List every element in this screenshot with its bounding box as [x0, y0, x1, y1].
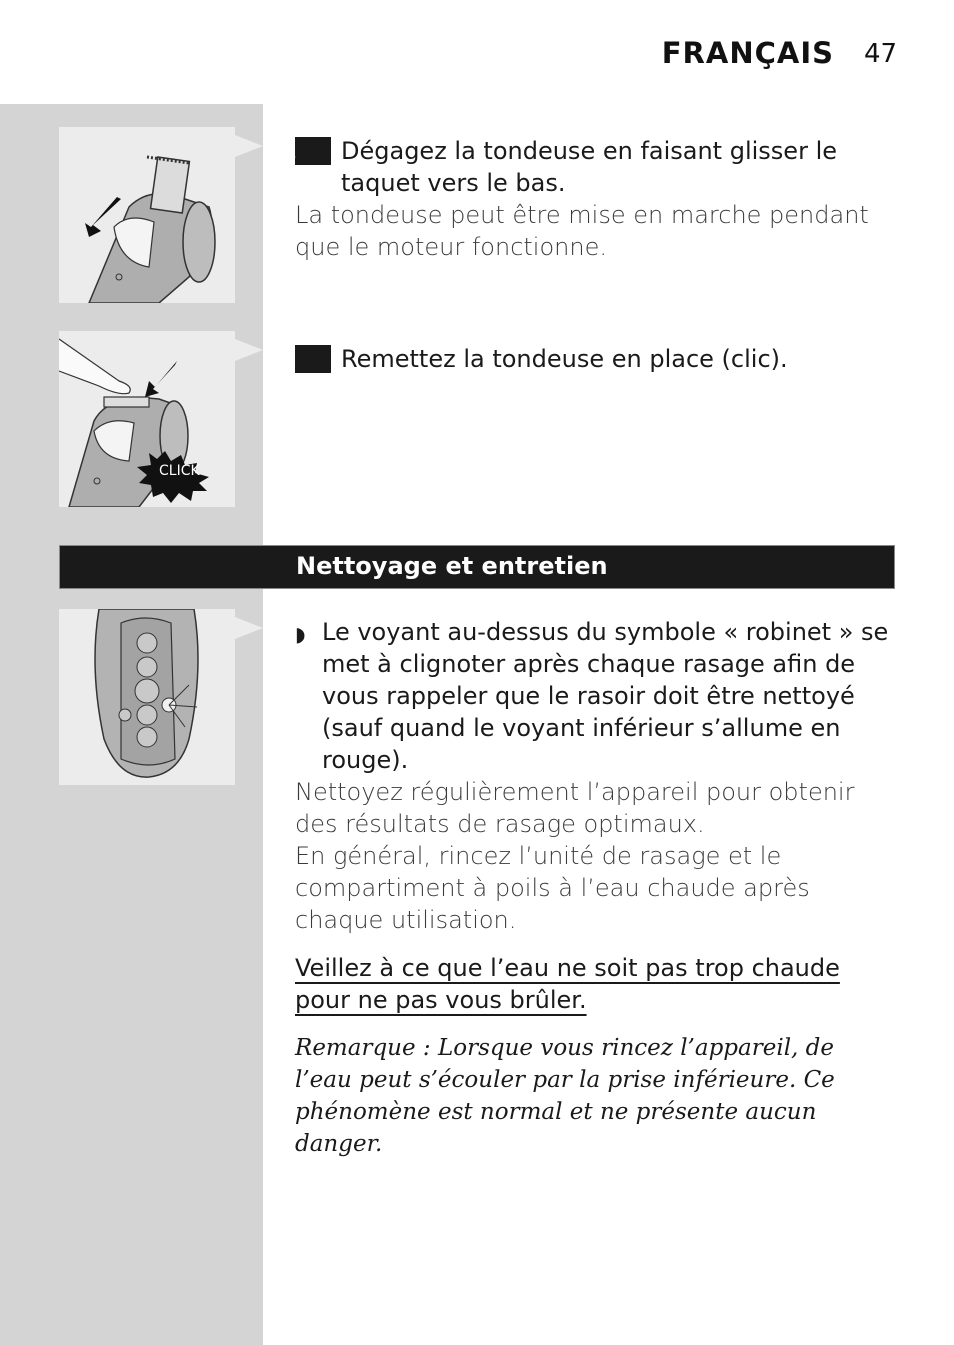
step-detail: La tondeuse peut être mise en marche pendant que le moteur fonctionne. — [295, 201, 869, 261]
trimmer-release-illustration — [59, 127, 235, 303]
bullet-marker-icon: ◗ — [295, 622, 306, 646]
section-header-bar — [59, 545, 895, 589]
step-instruction: Dégagez la tondeuse en faisant glisser le taquet vers le bas. — [341, 137, 837, 197]
page-number: 47 — [864, 39, 898, 69]
step-number-badge: 1 — [295, 137, 331, 165]
trimmer-reinsert-illustration — [59, 331, 235, 507]
paragraph: En général, rincez l’unité de rasage et le compartiment à poils à l’eau chaude après chaque utilisation. — [295, 842, 810, 934]
step-number-badge: 2 — [295, 345, 331, 373]
illustration-pointer — [235, 135, 263, 157]
click-label: CLICK — [159, 463, 200, 479]
note-text: Remarque : Lorsque vous rincez l’appareil, de l’eau peut s’écouler par la prise inférieure. Ce phénomène est normal et ne présente aucun danger. — [295, 1035, 835, 1157]
bullet-text: Le voyant au-dessus du symbole « robinet » se met à clignoter après chaque rasage afin de vous rappeler que le rasoir doit être nettoyé (sauf quand le voyant inférieur s’allume en rouge). — [322, 618, 889, 774]
illustration-pointer — [235, 339, 263, 361]
step-2-block — [282, 343, 895, 375]
step-instruction: Remettez la tondeuse en place (clic). — [341, 345, 788, 373]
section-title: Nettoyage et entretien — [296, 552, 608, 580]
section-body — [295, 616, 895, 1160]
bullet-item — [295, 616, 895, 776]
step-1-block — [282, 135, 895, 263]
paragraph: Nettoyez régulièrement l’appareil pour obtenir des résultats de rasage optimaux. — [295, 778, 855, 838]
language-header: FRANÇAIS — [661, 36, 834, 70]
illustration-pointer — [235, 617, 263, 639]
shaver-indicator-illustration — [59, 609, 235, 785]
warning-text: Veillez à ce que l’eau ne soit pas trop chaude pour ne pas vous brûler. — [295, 954, 840, 1014]
